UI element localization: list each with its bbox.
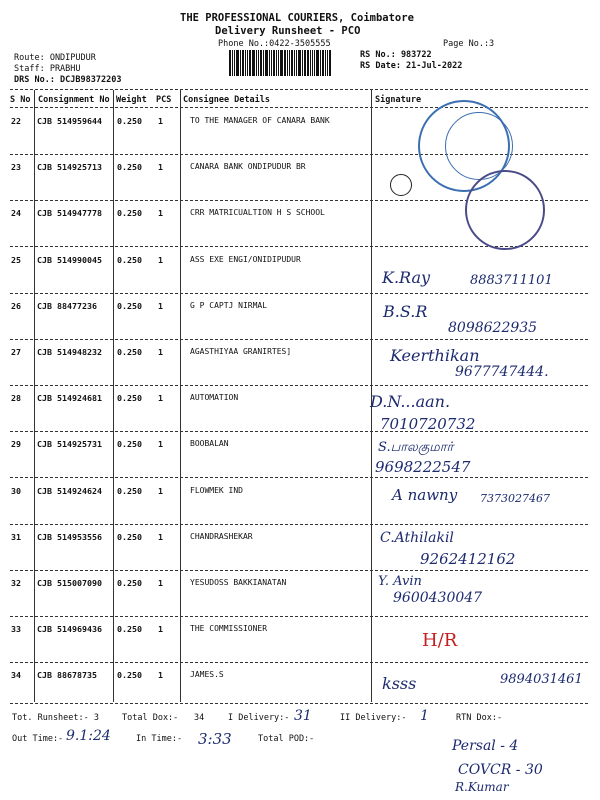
row-consignee: AUTOMATION: [190, 393, 239, 402]
barcode-bar: [287, 50, 288, 76]
row-consignee: AGASTHIYAA GRANIRTES]: [190, 347, 292, 356]
row-pcs: 1: [158, 393, 163, 403]
row-weight: 0.250: [117, 162, 142, 172]
phone-row-30: 7373027467: [480, 492, 550, 505]
barcode-bar: [289, 50, 290, 76]
barcode-bar: [294, 50, 295, 76]
row-sno: 22: [11, 116, 21, 126]
phone-row-32: 9600430047: [393, 590, 483, 606]
phone-row-27: 9677747444.: [455, 364, 549, 380]
barcode-bar: [316, 50, 319, 76]
row-consignment-no: CJB 88678735: [37, 670, 97, 680]
barcode-bar: [234, 50, 235, 76]
column-rule: [180, 90, 181, 702]
row-consignee: TO THE MANAGER OF CANARA BANK: [190, 116, 330, 125]
row-divider: [10, 339, 588, 340]
row-weight: 0.250: [117, 208, 142, 218]
row-weight: 0.250: [117, 255, 142, 265]
row-divider: [10, 385, 588, 386]
ii-delivery-value: 1: [420, 708, 429, 724]
barcode-bar: [327, 50, 328, 76]
row-weight: 0.250: [117, 439, 142, 449]
col-signature: Signature: [375, 95, 422, 105]
column-rule: [113, 90, 114, 702]
row-weight: 0.250: [117, 347, 142, 357]
row-weight: 0.250: [117, 578, 142, 588]
barcode-bar: [265, 50, 268, 76]
barcode-bar: [258, 50, 259, 76]
row-consignment-no: CJB 514924624: [37, 486, 102, 496]
in-time-label: In Time:-: [136, 734, 183, 744]
row-weight: 0.250: [117, 116, 142, 126]
barcode-bar: [245, 50, 246, 76]
barcode-bar: [249, 50, 251, 76]
sheet-title: Delivery Runsheet - PCO: [215, 25, 361, 37]
in-time-value: 3:33: [198, 730, 232, 748]
signature-row-27: Keerthikan: [390, 346, 480, 365]
barcode-bar: [260, 50, 262, 76]
row-consignment-no: CJB 514969436: [37, 624, 102, 634]
barcode-bar: [291, 50, 293, 76]
row-weight: 0.250: [117, 393, 142, 403]
phone-row-34: 9894031461: [500, 672, 583, 687]
col-pcs: PCS: [156, 95, 172, 105]
row-sno: 24: [11, 208, 21, 218]
school-stamp: [465, 170, 545, 250]
divider: [10, 107, 588, 108]
row-sno: 32: [11, 578, 21, 588]
row-consignee: G P CAPTJ NIRMAL: [190, 301, 268, 310]
row-pcs: 1: [158, 486, 163, 496]
row-consignment-no: CJB 514990045: [37, 255, 102, 265]
row-consignee: ASS EXE ENGI/ONIDIPUDUR: [190, 255, 301, 264]
total-dox-value: 34: [194, 713, 205, 723]
signature-row-32: Y. Avin: [378, 574, 422, 589]
divider: [10, 703, 588, 704]
divider: [10, 89, 588, 90]
signature-row-25: K.Ray: [382, 268, 431, 287]
row-pcs: 1: [158, 116, 163, 126]
col-consignment: Consignment No: [38, 95, 110, 105]
barcode-bar: [302, 50, 303, 76]
barcode-bar: [307, 50, 309, 76]
row-consignee: CRR MATRICUALTION H S SCHOOL: [190, 208, 325, 217]
row-consignee: BOOBALAN: [190, 439, 229, 448]
row-divider: [10, 524, 588, 525]
row-pcs: 1: [158, 347, 163, 357]
out-time-value: 9.1:24: [66, 728, 111, 744]
rtn-dox-label: RTN Dox:-: [456, 713, 503, 723]
row-consignment-no: CJB 514925713: [37, 162, 102, 172]
barcode-bar: [298, 50, 301, 76]
row-consignment-no: CJB 514947778: [37, 208, 102, 218]
barcode-bar: [240, 50, 241, 76]
row-weight: 0.250: [117, 532, 142, 542]
row-weight: 0.250: [117, 624, 142, 634]
rs-date: RS Date: 21-Jul-2022: [360, 61, 463, 71]
row-consignment-no: CJB 514953556: [37, 532, 102, 542]
barcode-bar: [256, 50, 257, 76]
barcode-bar: [276, 50, 277, 76]
barcode-bar: [232, 50, 233, 76]
signature-row-29: S.பாலகுமார்: [378, 440, 454, 455]
barcode-bar: [280, 50, 283, 76]
signature-row-28: D.N...aan.: [370, 392, 451, 411]
col-sno: S No: [10, 95, 31, 105]
signature-row-34: ksss: [382, 674, 417, 693]
barcode-bar: [296, 50, 297, 76]
phone-row-31: 9262412162: [420, 550, 516, 568]
hr-mark-row-33: H/R: [422, 630, 458, 651]
row-consignee: FLOWMEK IND: [190, 486, 243, 495]
row-pcs: 1: [158, 624, 163, 634]
row-divider: [10, 616, 588, 617]
row-sno: 28: [11, 393, 21, 403]
barcode-bar: [325, 50, 326, 76]
drs-number: DRS No.: DCJB98372203: [14, 75, 122, 85]
row-divider: [10, 477, 588, 478]
rs-number: RS No.: 983722: [360, 50, 432, 60]
page-number: Page No.:3: [443, 39, 495, 49]
row-pcs: 1: [158, 439, 163, 449]
note-cover: COVCR - 30: [458, 762, 543, 778]
barcode-bar: [236, 50, 239, 76]
row-sno: 29: [11, 439, 21, 449]
barcode-bar: [229, 50, 231, 76]
row-pcs: 1: [158, 162, 163, 172]
barcode-bar: [329, 50, 331, 76]
barcode-bar: [314, 50, 315, 76]
row-pcs: 1: [158, 255, 163, 265]
barcode-bar: [310, 50, 311, 76]
barcode-bar: [271, 50, 272, 76]
row-weight: 0.250: [117, 670, 142, 680]
barcode-bar: [269, 50, 270, 76]
route-label: Route: ONDIPUDUR: [14, 53, 96, 63]
phone-row-28: 7010720732: [380, 415, 476, 433]
row-pcs: 1: [158, 208, 163, 218]
row-consignee: CANARA BANK ONDIPUDUR BR: [190, 162, 306, 171]
row-consignee: THE COMMISSIONER: [190, 624, 268, 633]
out-time-label: Out Time:-: [12, 734, 64, 744]
row-pcs: 1: [158, 670, 163, 680]
phone-row-29: 9698222547: [375, 458, 471, 476]
tot-runsheet: Tot. Runsheet:- 3: [12, 713, 99, 723]
barcode-bar: [273, 50, 275, 76]
row-sno: 33: [11, 624, 21, 634]
total-dox-label: Total Dox:-: [122, 713, 179, 723]
row-weight: 0.250: [117, 486, 142, 496]
row-consignment-no: CJB 515007090: [37, 578, 102, 588]
row-weight: 0.250: [117, 301, 142, 311]
ii-delivery-label: II Delivery:-: [340, 713, 407, 723]
note-parcel: Persal - 4: [452, 738, 519, 754]
barcode-bar: [312, 50, 313, 76]
phone-row-26: 8098622935: [448, 320, 538, 336]
row-sno: 23: [11, 162, 21, 172]
row-divider: [10, 431, 588, 432]
staff-label: Staff: PRABHU: [14, 64, 81, 74]
barcode-bar: [247, 50, 248, 76]
col-weight: Weight: [116, 95, 147, 105]
row-consignee: JAMES.S: [190, 670, 224, 679]
barcode-bar: [322, 50, 324, 76]
row-consignment-no: CJB 88477236: [37, 301, 97, 311]
barcode-bar: [263, 50, 264, 76]
signature-row-31: C.Athilakil: [380, 530, 454, 546]
row-sno: 34: [11, 670, 21, 680]
row-sno: 30: [11, 486, 21, 496]
phone-row-25: 8883711101: [470, 273, 553, 288]
row-divider: [10, 662, 588, 663]
barcode-bar: [252, 50, 255, 76]
barcode-bar: [304, 50, 306, 76]
row-sno: 27: [11, 347, 21, 357]
col-consignee: Consignee Details: [183, 95, 270, 105]
row-sno: 25: [11, 255, 21, 265]
row-pcs: 1: [158, 301, 163, 311]
note-signature: R.Kumar: [455, 780, 509, 794]
row-pcs: 1: [158, 578, 163, 588]
row-consignment-no: CJB 514959644: [37, 116, 102, 126]
row-sno: 26: [11, 301, 21, 311]
barcode-bar: [278, 50, 279, 76]
row-consignee: CHANDRASHEKAR: [190, 532, 253, 541]
row-consignment-no: CJB 514924681: [37, 393, 102, 403]
company-title: THE PROFESSIONAL COURIERS, Coimbatore: [180, 12, 414, 24]
barcode-bar: [320, 50, 321, 76]
barcode-bar: [284, 50, 286, 76]
row-consignee: YESUDOSS BAKKIANATAN: [190, 578, 287, 587]
i-delivery-label: I Delivery:-: [228, 713, 290, 723]
row-sno: 31: [11, 532, 21, 542]
barcode-bar: [242, 50, 244, 76]
total-pod-label: Total POD:-: [258, 734, 315, 744]
circled-mark: [390, 174, 412, 196]
row-consignment-no: CJB 514925731: [37, 439, 102, 449]
i-delivery-value: 31: [294, 708, 312, 724]
row-divider: [10, 293, 588, 294]
signature-row-30: A nawny: [392, 486, 458, 504]
row-divider: [10, 570, 588, 571]
signature-row-26: B.S.R: [383, 302, 428, 321]
row-consignment-no: CJB 514948232: [37, 347, 102, 357]
row-pcs: 1: [158, 532, 163, 542]
phone-number: Phone No.:0422-3505555: [218, 39, 331, 49]
column-rule: [34, 90, 35, 702]
barcode-image: [229, 50, 351, 76]
